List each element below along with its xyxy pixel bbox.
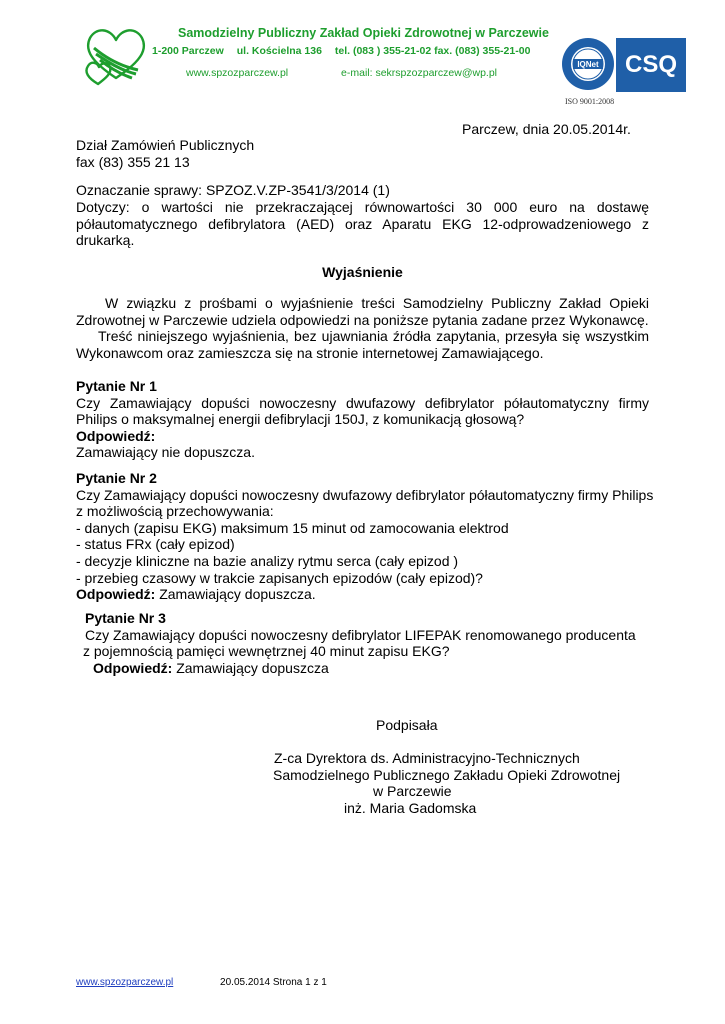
address-city: 1-200 Parczew [152,45,224,57]
signature-city: w Parczewie [373,783,452,800]
org-contact [186,67,497,79]
question-1-text: Czy Zamawiający dopuści nowoczesny dwufazowy defibrylator półautomatyczny firmy Philips o maksymalnej energii defibrylacji 150J, z komunikacją głosową? [76,394,649,428]
intro-paragraph-2: Treść niniejszego wyjaśnienia, bez ujawniania źródła zapytania, przesyła się wszystkim Wykonawcom oraz zamieszcza się na stronie internetowej Zamawiającego. [76,328,649,361]
question-2-answer-label: Odpowiedź: [76,586,156,603]
subject: Dotyczy: o wartości nie przekraczającej równowartości 30 000 euro na dostawę półautomatycznego defibrylatora (AED) oraz Aparatu EKG 12-odprowadzeniowego z drukarką. [76,199,649,249]
org-name: Samodzielny Publiczny Zakład Opieki Zdrowotnej w Parczewie [178,26,549,40]
question-2-line: - decyzje kliniczne na bazie analizy rytmu serca (cały epizod ) [76,552,459,569]
question-2-answer: Zamawiający dopuszcza. [155,586,316,603]
footer-page-info: 20.05.2014 Strona 1 z 1 [220,977,327,988]
question-2-line: - status FRx (cały epizod) [76,536,235,553]
heart-logo-icon [80,18,152,90]
signature-institution: Samodzielnego Publicznego Zakładu Opieki Zdrowotnej [273,766,621,783]
iso-label: ISO 9001:2008 [565,97,615,106]
signature-title: Z-ca Dyrektora ds. Administracyjno-Technicznych [274,750,580,766]
footer [76,977,327,988]
recipient-dept: Dział Zamówień Publicznych [76,137,255,153]
signature-name: inż. Maria Gadomska [344,799,477,816]
question-1-answer: Zamawiający nie dopuszcza. [76,444,255,461]
question-3 [85,610,636,676]
question-3-line: z pojemnością pamięci wewnętrznej 40 minut zapisu EKG? [83,643,450,660]
question-2-line: - danych (zapisu EKG) maksimum 15 minut od zamocowania elektrod [76,519,509,536]
question-2-line: z możliwością przechowywania: [76,503,274,520]
question-2 [76,470,653,603]
phone-fax: tel. (083 ) 355-21-02 fax. (083) 355-21-00 [334,45,531,57]
question-1 [76,378,649,461]
question-3-title: Pytanie Nr 3 [85,610,166,626]
footer-website-link[interactable]: www.spzozparczew.pl [76,977,174,988]
org-email: e-mail: sekrspzozparczew@wp.pl [341,67,498,79]
signature-block [273,750,621,816]
question-1-answer-label: Odpowiedź: [76,427,156,444]
recipient-fax: fax (83) 355 21 13 [76,153,190,170]
recipient [76,137,254,170]
case-reference: Oznaczanie sprawy: SPZOZ.V.ZP-3541/3/2014 (1) [76,182,390,198]
question-3-line: Czy Zamawiający dopuści nowoczesny defibrylator LIFEPAK renomowanego producenta [85,626,636,643]
org-address [152,45,540,57]
date-line: Parczew, dnia 20.05.2014r. [462,121,631,137]
document-heading: Wyjaśnienie [322,264,403,280]
org-website: www.spzozparczew.pl [186,67,289,79]
question-2-line: Czy Zamawiający dopuści nowoczesny dwufazowy defibrylator półautomatyczny firmy Philips [76,486,654,503]
signature-label: Podpisała [376,717,438,733]
question-1-title: Pytanie Nr 1 [76,378,157,394]
question-2-answer-row [76,586,653,603]
iqnet-certified-seal-icon [560,36,616,92]
address-street: ul. Kościelna 136 [236,45,322,57]
intro-paragraph-1: W związku z prośbami o wyjaśnienie treści Samodzielny Publiczny Zakład Opieki Zdrowotnej w Parczewie udziela odpowiedzi na poniższe pytania zadane przez Wykonawcę. [76,295,649,328]
question-3-answer: Zamawiający dopuszcza [172,659,329,676]
csq-logo-text: CSQ [624,51,678,78]
question-3-answer-row [93,660,636,677]
csq-logo-icon [616,38,686,92]
iqnet-seal-text: IQNet [577,60,599,69]
question-3-answer-label: Odpowiedź: [93,659,173,676]
question-2-line: - przebieg czasowy w trakcie zapisanych epizodów (cały epizod)? [76,569,483,586]
question-2-title: Pytanie Nr 2 [76,470,157,486]
